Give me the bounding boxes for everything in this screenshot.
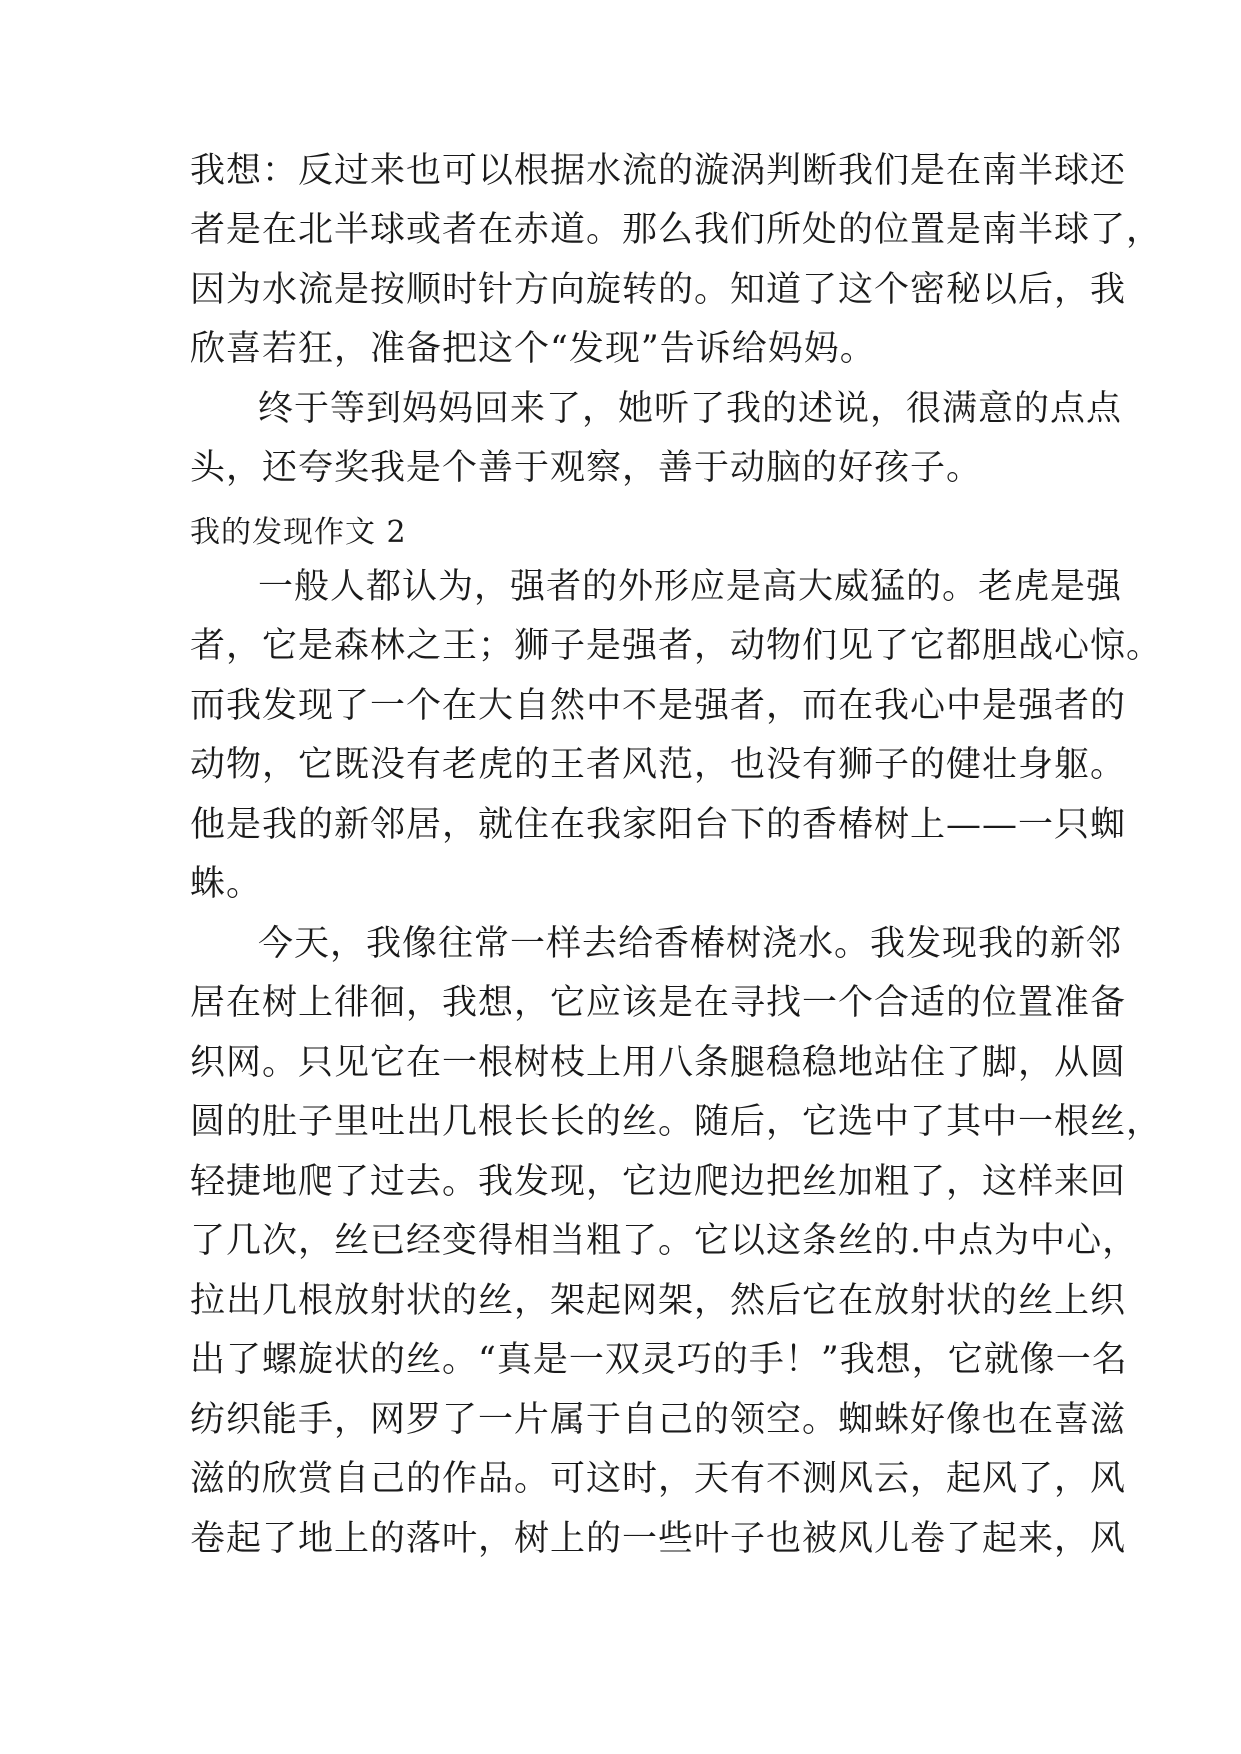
text-line: 头，还夸奖我是个善于观察，善于动脑的好孩子。 <box>190 448 983 488</box>
text-line: 欣喜若狂，准备把这个“发现”告诉给妈妈。 <box>190 329 876 369</box>
text-line: 出了螺旋状的丝。“真是一双灵巧的手！”我想，它就像一名 <box>190 1340 1128 1380</box>
text-line: 终于等到妈妈回来了，她听了我的述说，很满意的点点 <box>258 389 1123 429</box>
text-line: 他是我的新邻居，就住在我家阳台下的香椿树上——一只蜘 <box>190 805 1127 845</box>
text-line: 居在树上徘徊，我想，它应该是在寻找一个合适的位置准备 <box>190 983 1127 1023</box>
text-line: 蛛。 <box>190 864 263 904</box>
text-line: 一般人都认为，强者的外形应是高大威猛的。老虎是强 <box>258 567 1123 607</box>
text-line: 卷起了地上的落叶，树上的一些叶子也被风儿卷了起来，风 <box>190 1519 1127 1559</box>
text-line: 我想：反过来也可以根据水流的漩涡判断我们是在南半球还 <box>190 151 1127 191</box>
text-line: 者是在北半球或者在赤道。那么我们所处的位置是南半球了， <box>190 210 1163 250</box>
text-line: 拉出几根放射状的丝，架起网架，然后它在放射状的丝上织 <box>190 1281 1127 1321</box>
text-line: 了几次，丝已经变得相当粗了。它以这条丝的.中点为中心， <box>190 1221 1139 1261</box>
text-line: 动物，它既没有老虎的王者风范，也没有狮子的健壮身躯。 <box>190 745 1127 785</box>
text-line: 者，它是森林之王；狮子是强者，动物们见了它都胆战心惊。 <box>190 626 1163 666</box>
text-line: 轻捷地爬了过去。我发现，它边爬边把丝加粗了，这样来回 <box>190 1162 1127 1202</box>
text-line: 因为水流是按顺时针方向旋转的。知道了这个密秘以后，我 <box>190 270 1127 310</box>
section-heading: 我的发现作文 2 <box>190 515 407 550</box>
text-line: 圆的肚子里吐出几根长长的丝。随后，它选中了其中一根丝， <box>190 1102 1163 1142</box>
text-line: 今天，我像往常一样去给香椿树浇水。我发现我的新邻 <box>258 924 1123 964</box>
text-line: 织网。只见它在一根树枝上用八条腿稳稳地站住了脚，从圆 <box>190 1043 1127 1083</box>
text-line: 滋的欣赏自己的作品。可这时，天有不测风云，起风了，风 <box>190 1459 1127 1499</box>
text-line: 而我发现了一个在大自然中不是强者，而在我心中是强者的 <box>190 686 1127 726</box>
text-line: 纺织能手，网罗了一片属于自己的领空。蜘蛛好像也在喜滋 <box>190 1400 1127 1440</box>
